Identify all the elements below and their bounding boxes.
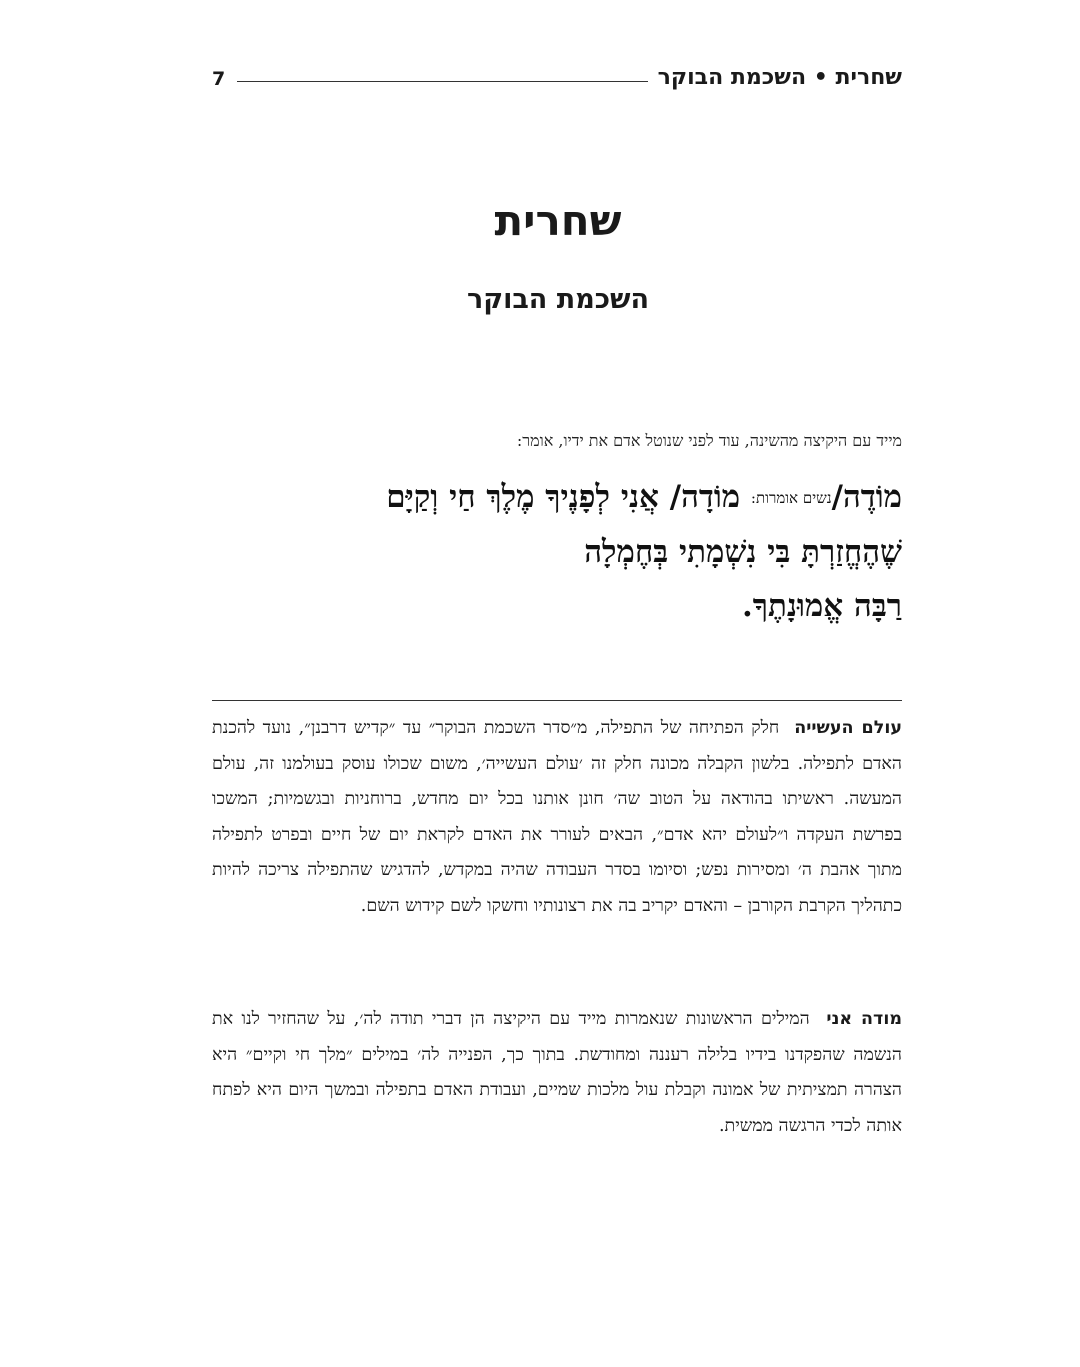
prayer-line-1-rest: אֲנִי לְפָנֶיךָ מֶלֶךְ חַי וְקַיָּם [386, 479, 659, 515]
women-note: נשים אומרות: [750, 489, 832, 507]
commentary-paragraph [212, 711, 902, 924]
running-title: שחרית • השכמת הבוקר [657, 65, 902, 90]
prayer-line-1 [182, 470, 902, 525]
commentary-lead: עולם העשייה [794, 718, 902, 738]
commentary-body: המילים הראשונות שנאמרות מייד עם היקיצה הן דברי תודה לה׳, על שהחזיר לנו את הנשמה שהפקדנו בידיו בלילה רעננה ומחודשת. בתוך כך, הפנייה לה׳ במילים ״מלך חי וקיים״ היא הצהרה תמציתית של אמונה וקבלת עול מלכות שמיים, ועבודת האדם בתפילה ובמשך היום היא לפתח אותה לכדי הרגשה ממשית. [212, 1009, 902, 1136]
page-title: שחרית [494, 196, 622, 245]
section-title: השכמת הבוקר [466, 284, 650, 315]
prayer-men-word: מוֹדֶה/ [831, 479, 902, 515]
running-header [212, 54, 902, 90]
prayer-line-2: שֶׁהֶחֱזַרְתָּ בִּי נִשְׁמָתִי בְּחֶמְלָה [584, 534, 902, 570]
commentary-lead: מודה אני [826, 1009, 902, 1029]
prayer-women-word: מוֹדָה/ [669, 479, 741, 515]
commentary-divider [212, 700, 902, 701]
prayer-line-3: רַבָּה אֱמוּנָתֶךָ. [741, 588, 902, 624]
commentary-paragraph [212, 1002, 902, 1144]
page-number: 7 [212, 68, 226, 90]
prayer-text [182, 470, 902, 633]
commentary-body: חלק הפתיחה של התפילה, מ״סדר השכמת הבוקר״ עד ״קדיש דרבנן״, נועד להכנת האדם לתפילה. בלשון הקבלה מכונה חלק זה ׳עולם העשייה׳, משום שכולו עוסק בעולמנו זה, עולם המעשה. ראשיתו בהודאה על הטוב שה׳ חונן אותנו בכל יום מחדש, ברוחניות ובגשמיות; המשכו בפרשת העקדה ו״לעולם יהא אדם״, הבאים לעורר את האדם לקראת יום של חיים ובפרט לתפילה מתוך אהבת ה׳ ומסירות נפש; וסיומו בסדר העבודה שהיה במקדש, להדגיש שהתפילה צריכה להיות כתהליך הקרבת הקורבן – והאדם יקריב בה את רצונותיו וחשקו לשם קידוש השם. [212, 718, 902, 916]
header-rule [237, 81, 647, 82]
instruction-text: מייד עם היקיצה מהשינה, עוד לפני שנוטל אדם את ידיו, אומר: [516, 431, 902, 450]
